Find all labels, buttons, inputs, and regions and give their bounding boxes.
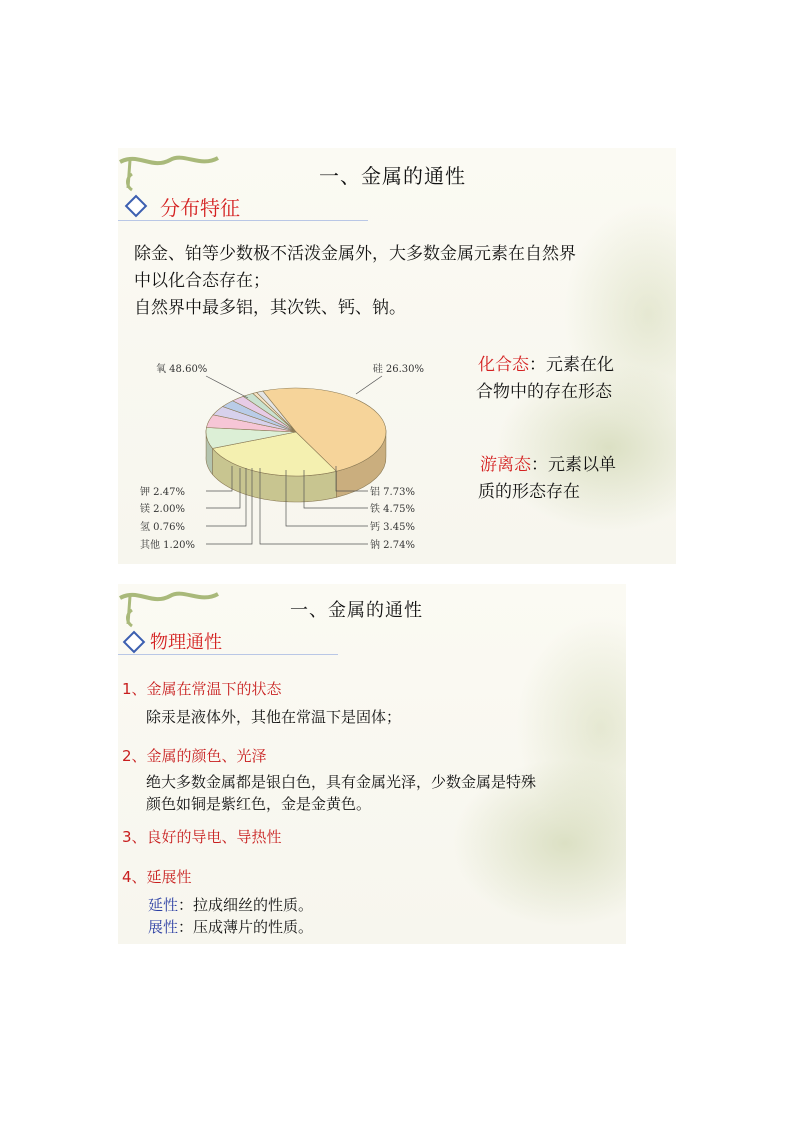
vine-decoration-icon [118,148,228,198]
pie-label-钾: 钾 2.47% [140,487,185,498]
pie-leader-硅 [356,376,382,394]
heading-divider [118,220,368,221]
term-combined-state: 化合态 [478,355,529,375]
item-2-title: 2、金属的颜色、光泽 [122,747,267,765]
item-2-text-line1: 绝大多数金属都是银白色，具有金属光泽，少数金属是特殊 [146,773,537,791]
slide-title: 一、金属的通性 [290,600,423,621]
definition-free-state [480,452,616,479]
section-heading: 物理通性 [150,632,222,653]
pie-label-铝: 铝 7.73% [370,487,415,498]
item-1-title: 1、金属在常温下的状态 [122,680,282,698]
paragraph-line-2: 中以化合态存在； [134,271,270,291]
item-2-text-line2: 颜色如铜是紫红色，金是金黄色。 [146,795,372,813]
pie-label-钙: 钙 3.45% [370,522,415,533]
ductility-text: ：拉成细丝的性质。 [178,896,314,914]
pie-label-氢: 氢 0.76% [140,522,185,533]
definition-combined-state [478,352,614,379]
diamond-bullet-icon [125,195,148,218]
slide-distribution [118,148,676,564]
section-heading: 分布特征 [160,196,240,220]
slide-physical-properties [118,584,626,944]
item-1-text: 除汞是液体外，其他在常温下是固体； [146,708,402,726]
vine-decoration-icon [118,584,228,634]
pie-leader-氧 [206,376,248,398]
definition-combined-state-line2: 合物中的存在形态 [476,382,612,402]
pie-label-铁: 铁 4.75% [370,504,415,515]
term-malleability: 展性 [148,918,179,936]
term-free-state: 游离态 [480,455,531,475]
pie-label-钠: 钠 2.74% [370,540,415,551]
element-abundance-pie-chart [136,354,436,564]
item-3-title: 3、良好的导电、导热性 [122,828,282,846]
malleability-line [148,916,313,938]
ductility-line [148,894,313,916]
item-4-title: 4、延展性 [122,868,192,886]
paragraph-line-1: 除金、铂等少数极不活泼金属外，大多数金属元素在自然界 [134,244,576,264]
term-ductility: 延性 [148,896,179,914]
definition-free-state-line2: 质的形态存在 [478,482,580,502]
pie-label-氧: 氧 48.60% [156,364,208,375]
malleability-text: ：压成薄片的性质。 [178,918,314,936]
definition-free-text: ：元素以单 [531,455,616,475]
pie-label-镁: 镁 2.00% [140,504,185,515]
slide-title: 一、金属的通性 [319,164,466,188]
heading-divider [118,654,338,655]
pie-label-硅: 硅 26.30% [372,364,424,375]
diamond-bullet-icon [123,631,146,654]
paragraph-line-3: 自然界中最多铝，其次铁、钙、钠。 [134,298,406,318]
definition-combined-text: ：元素在化 [529,355,614,375]
pie-label-其他: 其他 1.20% [140,540,195,551]
